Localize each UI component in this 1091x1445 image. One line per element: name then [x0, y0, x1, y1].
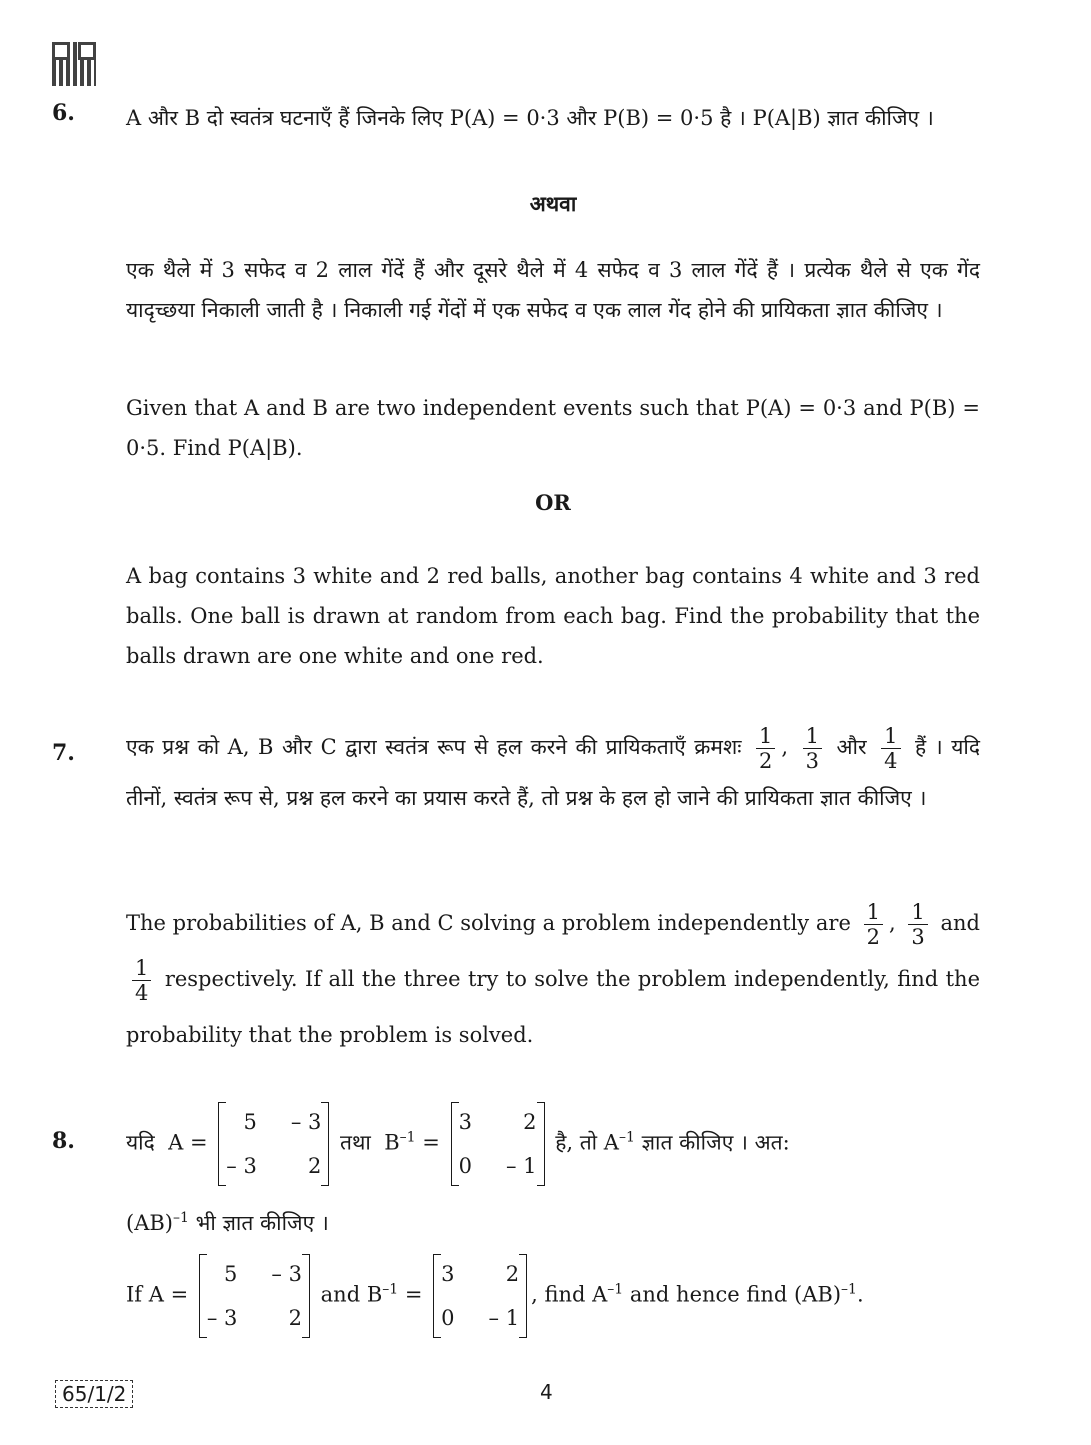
- matrix-a: 5 – 3 – 3 2: [218, 1100, 329, 1188]
- q6-english-alt: A bag contains 3 white and 2 red balls, another bag contains 4 white and 3 red balls. One ball is drawn at random from each bag. Find the probability that the balls drawn are one white and one red.: [126, 564, 980, 668]
- text: B: [384, 1130, 400, 1155]
- q7-english: The probabilities of A, B and C solving a problem independently are $\frac{1}{2}$ , $\frac{1}{3}$ and $\frac{1}{4}$ respectively. If all the three try to solve the problem independently, find the probability that the problem is solved.: [126, 900, 981, 1047]
- q6-english: Given that A and B are two independent events such that P(A) = 0·3 and P(B) = 0·5. Find P(A|B).: [126, 396, 980, 460]
- fraction: $\frac{1}{3}$: [803, 724, 822, 773]
- q8-english: If A = 5 – 3 – 3 2 and $B^{-1}$ = 3 2 0 – 1 , find $A^{-1}$ and hence find (AB)$^{-1}$.: [126, 1252, 980, 1340]
- fraction: $\frac{1}{2}$: [756, 724, 775, 773]
- text: भी ज्ञात कीजिए ।: [195, 1211, 329, 1235]
- text: and: [940, 911, 980, 935]
- q6-hindi: A और B दो स्वतंत्र घटनाएँ हैं जिनके लिए P(A) = 0·3 और P(B) = 0·5 है । P(A|B) ज्ञात कीजिए ।: [126, 106, 934, 130]
- text: and B: [320, 1282, 383, 1307]
- fraction: $\frac{1}{2}$: [864, 900, 883, 949]
- matrix-b-inverse: 3 2 0 – 1: [451, 1100, 545, 1188]
- text: ज्ञात कीजिए । अत:: [641, 1130, 790, 1155]
- question-number: 8.: [52, 1128, 75, 1154]
- text: and hence find (AB): [629, 1282, 842, 1307]
- text: The probabilities of A, B and C solving a problem independently are: [126, 911, 851, 935]
- text: हैं । यदि तीनों, स्वतंत्र रूप से, प्रश्न हल करने का प्रयास करते हैं, तो प्रश्न के हल हो जाने की प्रायिकता ज्ञात कीजिए ।: [126, 735, 980, 810]
- paper-code: 65/1/2: [55, 1380, 133, 1408]
- q7-hindi: एक प्रश्न को A, B और C द्वारा स्वतंत्र रूप से हल करने की प्रायिकताएँ क्रमशः $\frac{1}{2}$ , $\frac{1}{3}$ और $\frac{1}{4}$ हैं । यदि तीनों, स्वतंत्र रूप से, प्रश्न हल करने का प्रयास करते हैं, तो प्रश्न के हल हो जाने की प्रायिकता ज्ञात कीजिए ।: [126, 724, 980, 810]
- or-english: OR: [535, 490, 571, 515]
- text: A =: [168, 1130, 208, 1155]
- text: (AB): [126, 1211, 173, 1235]
- question-number: 7.: [52, 740, 75, 766]
- matrix-a: 5 – 3 – 3 2: [199, 1252, 310, 1340]
- qr-code: [52, 42, 96, 86]
- page-number: 4: [540, 1380, 553, 1404]
- q8-hindi: यदि A = 5 – 3 – 3 2 तथा $B^{-1}$ = 3 2 0 – 1 है, तो $A^{-1}$ ज्ञात कीजिए । अत: (AB)$^{-1}$ भी ज्ञात कीजिए ।: [126, 1100, 980, 1253]
- text: respectively. If all the three try to solve the problem independently, find the probability that the problem is solved.: [126, 967, 981, 1047]
- question-number: 6.: [52, 100, 75, 126]
- text: यदि: [126, 1130, 155, 1155]
- text: एक प्रश्न को A, B और C द्वारा स्वतंत्र रूप से हल करने की प्रायिकताएँ क्रमशः: [126, 735, 742, 759]
- q6-hindi-alt: एक थैले में 3 सफेद व 2 लाल गेंदें हैं और दूसरे थैले में 4 सफेद व 3 लाल गेंदें हैं । प्रत्येक थैले से एक गेंद यादृच्छया निकाली जाती है । निकाली गई गेंदों में एक सफेद व एक लाल गेंद होने की प्रायिकता ज्ञात कीजिए ।: [126, 258, 980, 322]
- or-hindi: अथवा: [529, 191, 577, 216]
- text: है, तो A: [555, 1130, 619, 1155]
- text: तथा: [340, 1130, 371, 1155]
- fraction: $\frac{1}{4}$: [881, 724, 900, 773]
- matrix-b-inverse: 3 2 0 – 1: [433, 1252, 527, 1340]
- fraction: $\frac{1}{3}$: [908, 900, 927, 949]
- fraction: $\frac{1}{4}$: [132, 956, 151, 1005]
- text: , find A: [531, 1282, 608, 1307]
- text: और: [836, 735, 867, 759]
- text: If A =: [126, 1282, 189, 1307]
